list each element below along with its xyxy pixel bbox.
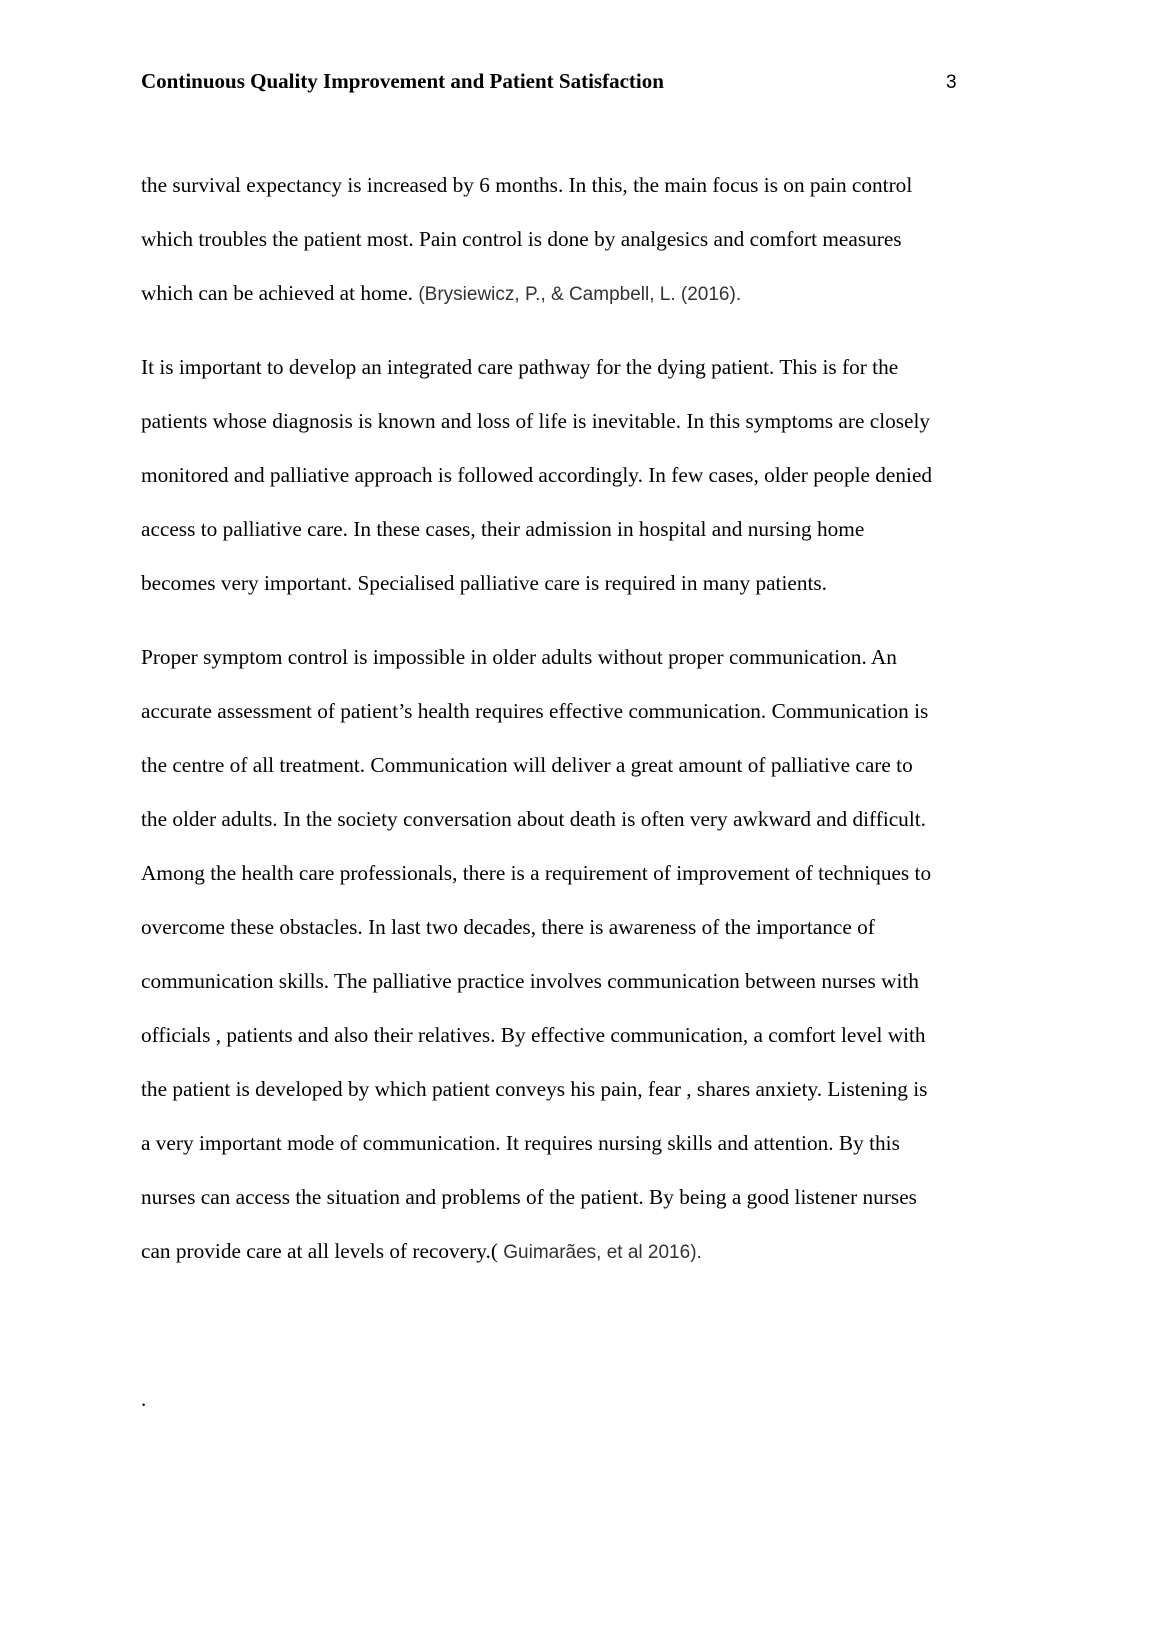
running-head-title: Continuous Quality Improvement and Patient Satisfaction [141, 69, 664, 93]
text-line: access to palliative care. In these cases, their admission in hospital and nursing home [141, 517, 865, 541]
text-line: patients whose diagnosis is known and loss of life is inevitable. In this symptoms are closely [141, 409, 931, 433]
text-line: the survival expectancy is increased by 6 months. In this, the main focus is on pain control [141, 173, 913, 197]
text-line [141, 266, 1021, 320]
text-line: monitored and palliative approach is followed accordingly. In few cases, older people denied [141, 463, 933, 487]
text-line: Among the health care professionals, there is a requirement of improvement of techniques to [141, 861, 932, 885]
text-line-segment: which can be achieved at home. [141, 281, 419, 305]
text-line: which troubles the patient most. Pain control is done by analgesics and comfort measures [141, 227, 902, 251]
text-line: Proper symptom control is impossible in older adults without proper communication. An [141, 645, 897, 669]
text-line: overcome these obstacles. In last two decades, there is awareness of the importance of [141, 915, 875, 939]
paragraph-3 [141, 630, 1021, 1278]
citation: (Brysiewicz, P., & Campbell, L. (2016). [418, 284, 742, 305]
text-line: It is important to develop an integrated care pathway for the dying patient. This is for the [141, 355, 899, 379]
text-line-segment: can provide care at all levels of recovery.( [141, 1239, 504, 1263]
text-line: communication skills. The palliative practice involves communication between nurses with [141, 969, 919, 993]
text-line: officials , patients and also their relatives. By effective communication, a comfort level with [141, 1023, 926, 1047]
text-line: nurses can access the situation and problems of the patient. By being a good listener nurses [141, 1185, 917, 1209]
text-line: accurate assessment of patient’s health requires effective communication. Communication is [141, 699, 929, 723]
page-number: 3 [946, 72, 957, 93]
text-line [141, 1224, 1021, 1278]
text-line: the patient is developed by which patient conveys his pain, fear , shares anxiety. Listening is [141, 1077, 928, 1101]
citation: Guimarães, et al 2016). [503, 1242, 702, 1263]
text-line: the older adults. In the society conversation about death is often very awkward and difficult. [141, 807, 926, 831]
text-line: becomes very important. Specialised palliative care is required in many patients. [141, 571, 828, 595]
body-text [141, 158, 1021, 1298]
text-line: the centre of all treatment. Communication will deliver a great amount of palliative care to [141, 753, 913, 777]
text-line: a very important mode of communication. It requires nursing skills and attention. By this [141, 1131, 900, 1155]
paragraph-2 [141, 340, 1021, 610]
trailing-mark: . [141, 1387, 147, 1411]
paragraph-1 [141, 158, 1021, 320]
